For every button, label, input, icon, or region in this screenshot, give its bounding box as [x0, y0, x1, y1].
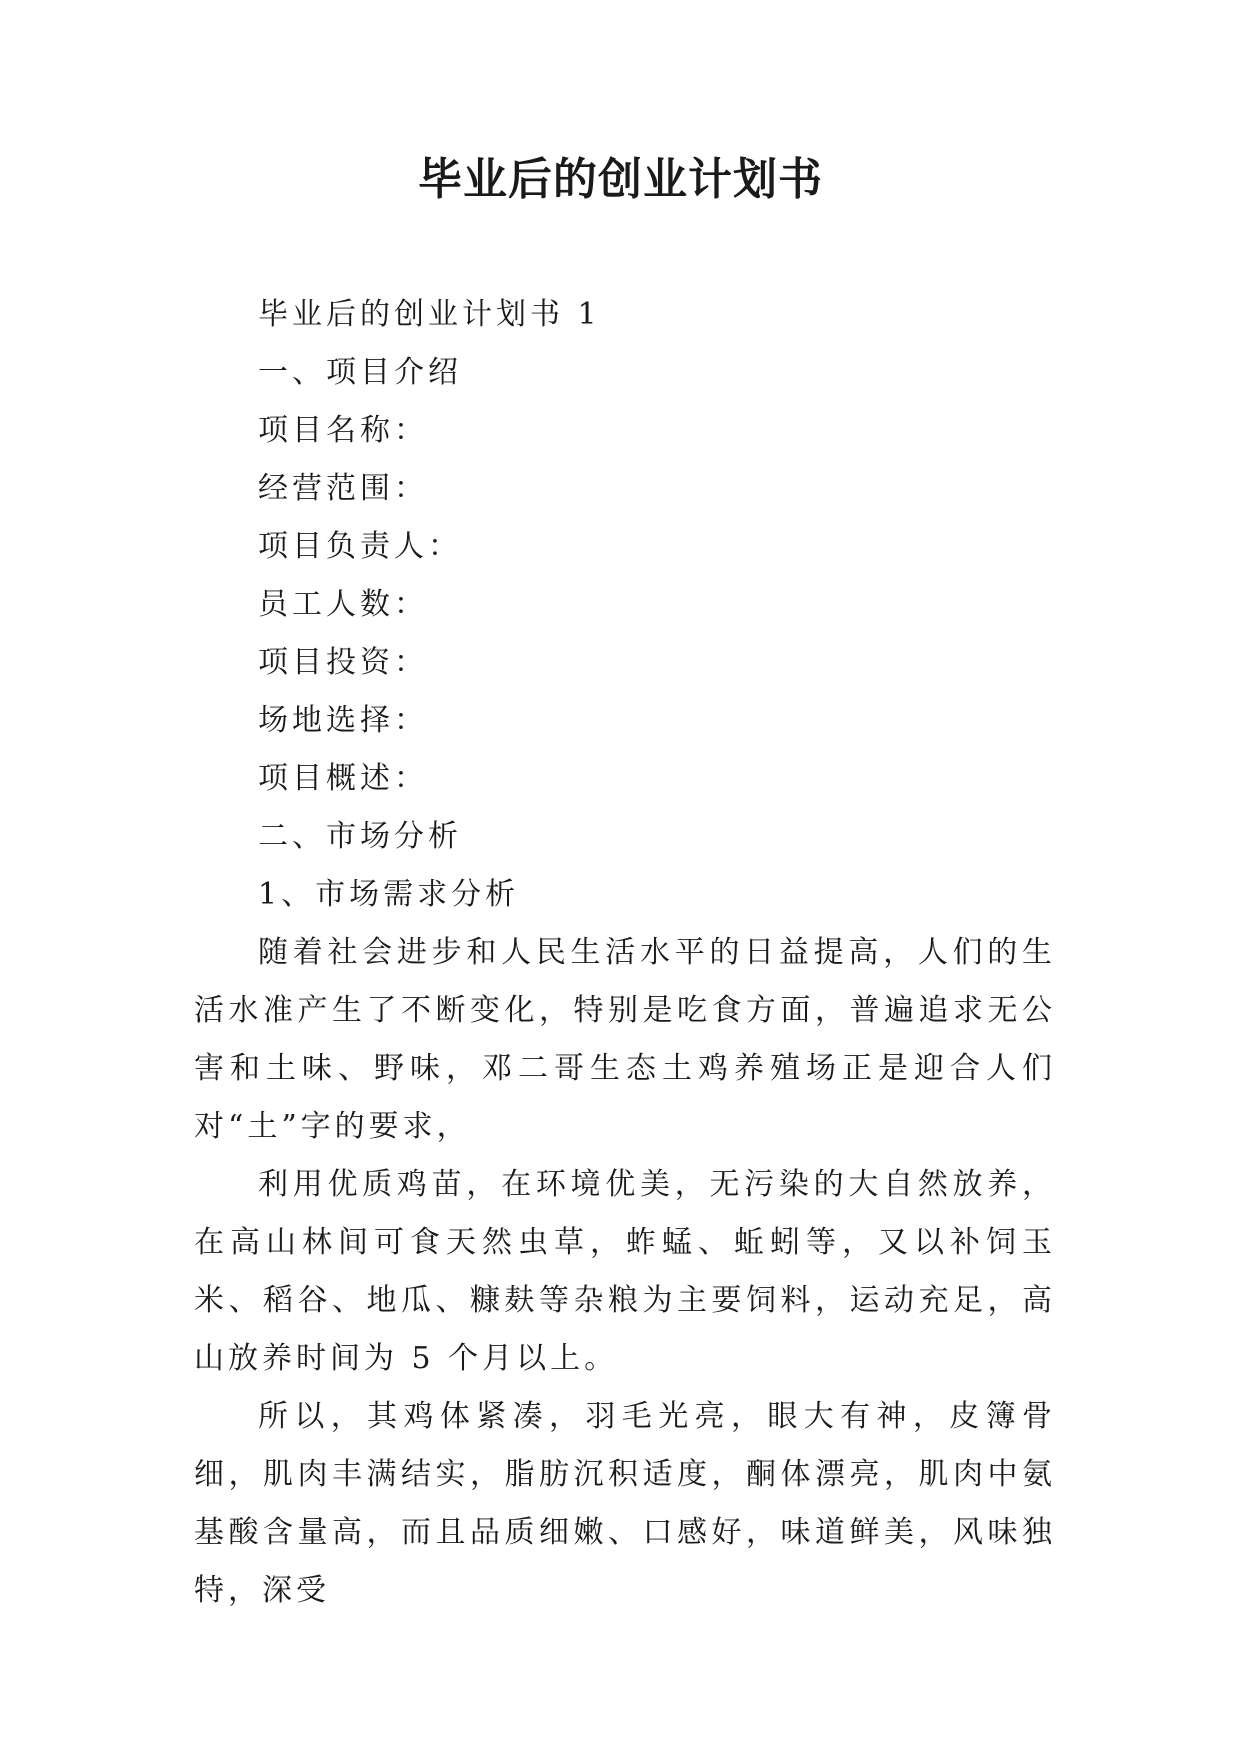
document-body	[194, 286, 1056, 1620]
field-label: 经营范围：	[258, 471, 428, 506]
section-heading: 二、市场分析	[258, 819, 462, 854]
field-label: 项目负责人：	[258, 529, 462, 564]
field-label: 项目名称：	[258, 413, 428, 448]
body-paragraph: 随着社会进步和人民生活水平的日益提高，人们的生活水准产生了不断变化，特别是吃食方面，普遍追求无公害和土味、野味，邓二哥生态土鸡养殖场正是迎合人们对“土”字的要求，	[194, 935, 1056, 1144]
section-heading: 一、项目介绍	[258, 355, 462, 390]
body-paragraph: 所以，其鸡体紧凑，羽毛光亮，眼大有神，皮簿骨细，肌肉丰满结实，脂肪沉积适度，酮体漂亮，肌肉中氨基酸含量高，而且品质细嫩、口感好，味道鲜美，风味独特，深受	[194, 1399, 1056, 1608]
section-heading: 毕业后的创业计划书 1	[258, 297, 601, 332]
subsection-heading: 1、市场需求分析	[258, 877, 520, 912]
field-label: 场地选择：	[258, 703, 428, 738]
document-title: 毕业后的创业计划书	[418, 154, 823, 205]
body-paragraph: 利用优质鸡苗，在环境优美，无污染的大自然放养，在高山林间可食天然虫草，蚱蜢、蚯蚓等，又以补饲玉米、稻谷、地瓜、糠麸等杂粮为主要饲料，运动充足，高山放养时间为 5 个月以上。	[194, 1167, 1056, 1376]
field-label: 员工人数：	[258, 587, 428, 622]
field-label: 项目投资：	[258, 645, 428, 680]
field-label: 项目概述：	[258, 761, 428, 796]
